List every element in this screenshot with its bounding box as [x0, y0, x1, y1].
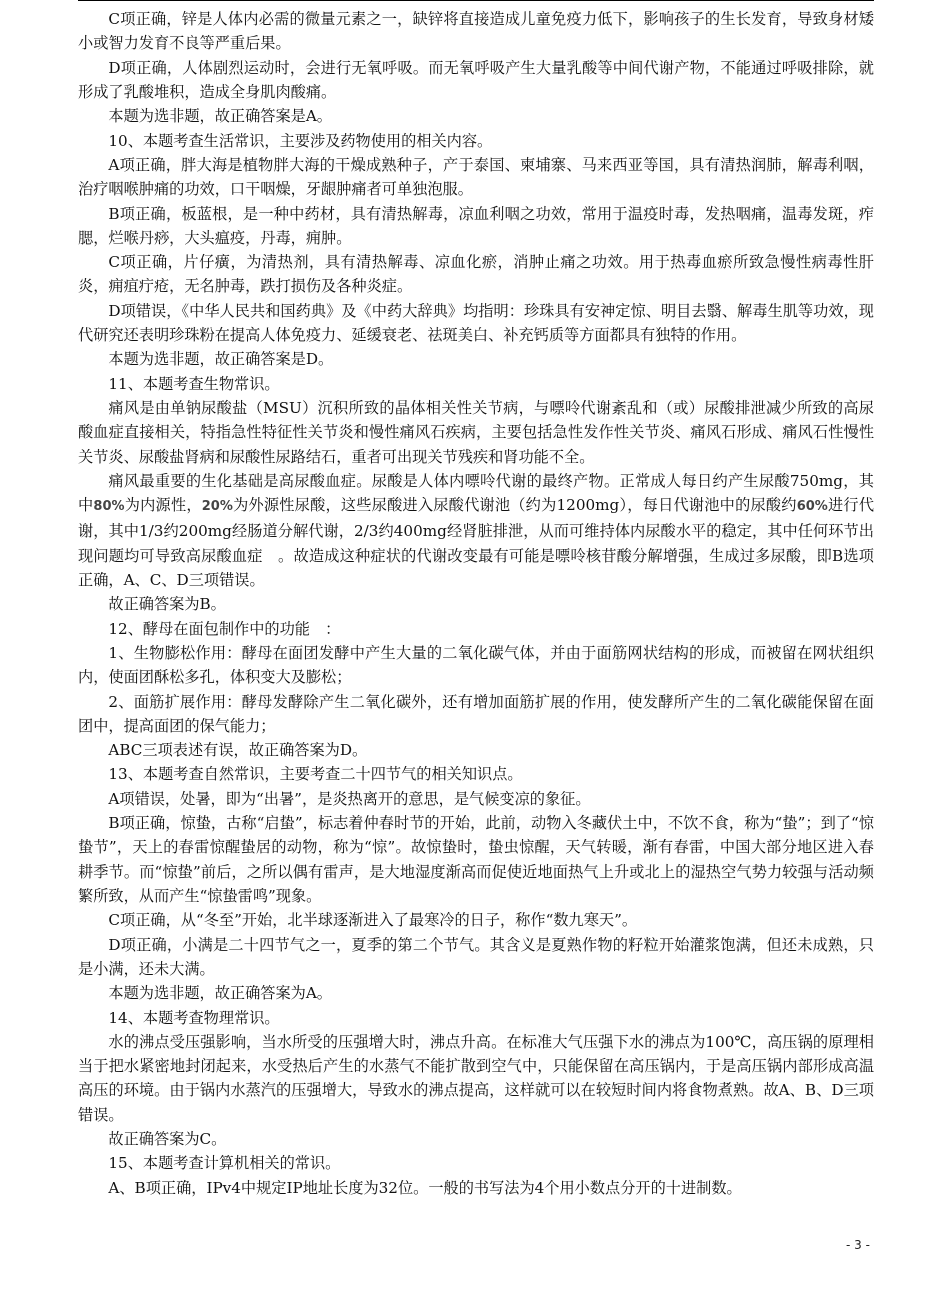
percent-80: 80% [93, 499, 125, 515]
paragraph: 本题为选非题，故正确答案为A。 [108, 984, 332, 1003]
paragraph: 15、本题考查计算机相关的常识。 [108, 1154, 341, 1173]
paragraph: D项错误，《中华人民共和国药典》及《中药大辞典》均指明：珍珠具有安神定惊、明目去翳、解毒生肌等功效，现代研究还表明珍珠粉在提高人体免疫力、延缓衰老、祛斑美白、补充钙质等方面都具有独特的作用。 [78, 301, 874, 344]
gout-paragraph [78, 469, 874, 592]
paragraph: 14、本题考查物理常识。 [108, 1008, 280, 1027]
paragraph: A项错误，处暑，即为“出暑”，是炎热离开的意思，是气候变凉的象征。 [108, 789, 591, 808]
paragraph: 11、本题考查生物常识。 [108, 374, 280, 393]
paragraph: D项正确，人体剧烈运动时，会进行无氧呼吸。而无氧呼吸产生大量乳酸等中间代谢产物，不能通过呼吸排除，就形成了乳酸堆积，造成全身肌肉酸痛。 [78, 58, 874, 101]
paragraph: 13、本题考查自然常识，主要考查二十四节气的相关知识点。 [108, 765, 523, 784]
percent-20: 20% [201, 499, 233, 515]
paragraph: 故正确答案为C。 [108, 1130, 227, 1149]
paragraph: 1、生物膨松作用：酵母在面团发酵中产生大量的二氧化碳气体，并由于面筋网状结构的形成，而被留在网状组织内，使面团酥松多孔，体积变大及膨松； [78, 643, 874, 687]
paragraph: A项正确，胖大海是植物胖大海的干燥成熟种子，产于泰国、柬埔寨、马来西亚等国，具有清热润肺，解毒利咽，治疗咽喉肿痛的功效，口干咽燥，牙龈肿痛者可单独泡服。 [78, 155, 874, 199]
paragraph: 本题为选非题，故正确答案是D。 [108, 350, 334, 369]
paragraph: 10、本题考查生活常识，主要涉及药物使用的相关内容。 [108, 131, 493, 150]
paragraph: A、B项正确，IPv4中规定IP地址长度为32位。一般的书写法为4个用小数点分开的十进制数。 [108, 1178, 742, 1197]
paragraph: ABC三项表述有误，故正确答案为D。 [108, 741, 368, 760]
paragraph: 水的沸点受压强影响，当水所受的压强增大时，沸点升高。在标准大气压强下水的沸点为100℃，高压锅的原理相当于把水紧密地封闭起来，水受热后产生的水蒸气不能扩散到空气中，只能保留在高压锅内，于是高压锅内部形成高温高压的环境。由于锅内水蒸汽的压强增大，导致水的沸点提高，这样就可以在较短时间内将食物煮熟。故A、B、D三项错误。 [78, 1033, 874, 1124]
paragraph: B项正确，惊蛰，古称“启蛰”，标志着仲春时节的开始，此前，动物入冬藏伏土中，不饮不食，称为“蛰”；到了“惊蛰节”，天上的春雷惊醒蛰居的动物，称为“惊”。故惊蛰时，蛰虫惊醒，天气转暖，渐有春雷，中国大部分地区进入春耕季节。而“惊蛰”前后，之所以偶有雷声，是大地湿度渐高而促使近地面热气上升或北上的湿热空气势力较强与活动频繁所致，从而产生“惊蛰雷鸣”现象。 [78, 814, 874, 905]
paragraph: 本题为选非题，故正确答案是A。 [108, 107, 332, 126]
paragraph: B项正确，板蓝根，是一种中药材，具有清热解毒，凉血利咽之功效，常用于温疫时毒，发热咽痛，温毒发斑，痄腮，烂喉丹痧，大头瘟疫，丹毒，痈肿。 [78, 204, 874, 247]
paragraph: 痛风是由单钠尿酸盐（MSU）沉积所致的晶体相关性关节病，与嘌呤代谢紊乱和（或）尿酸排泄减少所致的高尿酸血症直接相关，特指急性特征性关节炎和慢性痛风石疾病，主要包括急性发作性关节炎、痛风石形成、痛风石性慢性关节炎、尿酸盐肾病和尿酸性尿路结石，重者可出现关节残疾和肾功能不全。 [78, 399, 874, 466]
paragraph: C项正确，片仔癀，为清热剂，具有清热解毒、凉血化瘀，消肿止痛之功效。用于热毒血瘀所致急慢性病毒性肝炎，痈疽疔疮，无名肿毒，跌打损伤及各种炎症。 [78, 253, 874, 296]
paragraph: 12、酵母在面包制作中的功能 ： [108, 619, 341, 638]
paragraph: 2、面筋扩展作用：酵母发酵除产生二氧化碳外，还有增加面筋扩展的作用，使发酵所产生的二氧化碳能保留在面团中，提高面团的保气能力； [78, 692, 874, 735]
gout-text-1: 痛风最重要的生化基础是高尿酸血症。尿酸是人体内嘌呤代谢的最终产物。正常成人每日约产生尿酸750mg，其中 [78, 471, 874, 515]
paragraph: 故正确答案为B。 [108, 595, 226, 614]
gout-text-4: 进行代谢，其中1/3约200mg经肠道分解代谢，2/3约400mg经肾脏排泄，从而可维持体内尿酸水平的稳定，其中任何环节出现问题均可导致高尿酸血症 。故造成这种症状的代谢改变最有可能是嘌呤核苷酸分解增强，生成过多尿酸，即B选项正确，A、C、D三项错误。 [78, 496, 875, 589]
paragraph: C项正确，锌是人体内必需的微量元素之一，缺锌将直接造成儿童免疫力低下，影响孩子的生长发育，导致身材矮小或智力发育不良等严重后果。 [78, 10, 874, 53]
gout-text-2: 为内源性， [124, 496, 202, 515]
gout-text-3: 为外源性尿酸，这些尿酸进入尿酸代谢池（约为1200mg），每日代谢池中的尿酸约 [232, 496, 797, 515]
paragraph: C项正确，从“冬至”开始，北半球逐渐进入了最寒冷的日子，称作“数九寒天”。 [108, 911, 638, 930]
top-rule [78, 0, 874, 1]
page-number: - 3 - [846, 1238, 870, 1252]
answer-explanation-text [78, 7, 874, 1200]
paragraph: D项正确，小满是二十四节气之一，夏季的第二个节气。其含义是夏熟作物的籽粒开始灌浆饱满，但还未成熟，只是小满，还未大满。 [78, 935, 874, 978]
percent-60: 60% [796, 499, 828, 515]
